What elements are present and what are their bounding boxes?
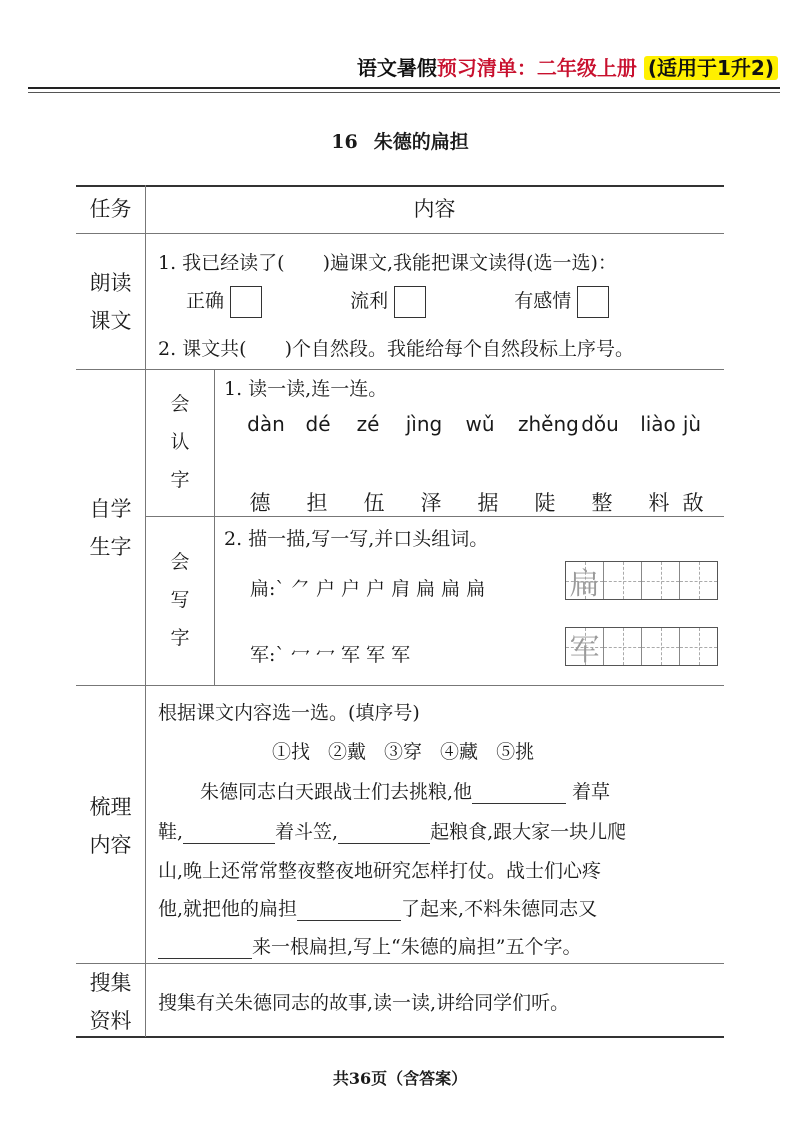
char1-stroke-order: 扁:` ⺈ ⼾ 户 户 肩 扁 扁 扁: [250, 578, 486, 600]
table-row-divider: [76, 963, 724, 964]
passage-line-4: 他,就把他的扁担 了起来,不料朱德同志又: [158, 898, 598, 920]
sort-content-label: 梳理 内容: [89, 795, 132, 857]
pinyin-item[interactable]: dàn: [247, 412, 285, 436]
passage-line-2: 鞋, 着斗笠, 起粮食,跟大家一块儿爬: [158, 821, 627, 843]
read-question-2: 2. 课文共( )个自然段。我能给每个自然段标上序号。: [158, 338, 634, 360]
pinyin-item[interactable]: jìng: [405, 412, 443, 436]
header-title-part2: 预习清单：二年级上册: [436, 56, 637, 80]
hanzi-item[interactable]: 料: [648, 491, 670, 515]
self-study-label: 自学 生字: [89, 497, 132, 559]
hanzi-item[interactable]: 敌: [682, 491, 704, 515]
read-options: [186, 286, 609, 318]
subsection-divider: [214, 369, 215, 685]
checkbox-correct[interactable]: [230, 286, 262, 318]
lesson-title: [0, 127, 800, 154]
passage-line-3: 山,晚上还常常整夜整夜地研究怎样打仗。战士们心疼: [158, 860, 602, 882]
option-item: ①找: [272, 741, 311, 763]
fill-blank[interactable]: [472, 781, 566, 804]
checkbox-fluent[interactable]: [394, 286, 426, 318]
option-item: ③穿: [384, 741, 423, 763]
sort-instruction: 根据课文内容选一选。(填序号): [158, 702, 420, 724]
sort-options: [272, 737, 534, 764]
read-question-1: 1. 我已经读了( )遍课文,我能把课文读得(选一选)：: [158, 252, 617, 274]
recognize-characters-label: 会 认 字: [170, 393, 190, 491]
page-footer: 共36页（含答案）: [332, 1069, 468, 1088]
option-expressive: 有感情: [514, 290, 572, 312]
table-column-divider: [145, 185, 146, 1037]
pinyin-item[interactable]: dé: [305, 412, 331, 436]
fill-blank[interactable]: [183, 821, 275, 844]
writing-grid-1[interactable]: [565, 561, 718, 600]
recognize-task: 1. 读一读,连一连。: [224, 378, 388, 400]
writing-grid-2[interactable]: [565, 627, 718, 666]
column-header-task: 任务: [89, 197, 132, 221]
pinyin-item[interactable]: liào: [640, 412, 676, 436]
lesson-number: 16: [331, 131, 358, 153]
hanzi-item[interactable]: 整: [591, 491, 613, 515]
table-bottom-border: [76, 1036, 724, 1038]
model-character: 军: [569, 632, 600, 668]
collect-info-label: 搜集 资料: [89, 971, 132, 1033]
pinyin-item[interactable]: zhěng: [518, 412, 579, 436]
model-character: 扁: [569, 566, 600, 602]
table-row-divider: [76, 233, 724, 234]
hanzi-item[interactable]: 陡: [534, 491, 556, 515]
option-fluent: 流利: [350, 290, 389, 312]
fill-blank[interactable]: [297, 898, 401, 921]
pinyin-item[interactable]: dǒu: [581, 412, 619, 436]
write-task: 2. 描一描,写一写,并口头组词。: [224, 528, 489, 550]
checkbox-expressive[interactable]: [577, 286, 609, 318]
page-header: [357, 52, 778, 81]
write-characters-label: 会 写 字: [170, 551, 190, 649]
table-row-divider: [76, 685, 724, 686]
option-correct: 正确: [186, 290, 225, 312]
pinyin-item[interactable]: zé: [356, 412, 380, 436]
collect-task: 搜集有关朱德同志的故事,读一读,讲给同学们听。: [158, 992, 570, 1014]
header-title-part1: 语文暑假: [356, 56, 437, 80]
char2-stroke-order: 军:` ⼍ ⼍ 军 军 军: [250, 644, 411, 666]
table-top-border: [76, 185, 724, 187]
header-rule-thick: [28, 87, 780, 89]
hanzi-item[interactable]: 据: [477, 491, 499, 515]
fill-blank[interactable]: [158, 936, 252, 959]
pinyin-item[interactable]: wǔ: [465, 412, 495, 436]
option-item: ⑤挑: [496, 741, 535, 763]
option-item: ④藏: [440, 741, 479, 763]
read-label: 朗读 课文: [89, 271, 132, 333]
hanzi-item[interactable]: 德: [249, 491, 271, 515]
passage-line-1: 朱德同志白天跟战士们去挑粮,他 着草: [200, 781, 611, 803]
fill-blank[interactable]: [338, 821, 430, 844]
hanzi-item[interactable]: 伍: [363, 491, 385, 515]
header-grade-badge: (适用于1升2): [644, 56, 778, 80]
table-row-divider: [76, 369, 724, 370]
column-header-content: 内容: [413, 197, 456, 221]
option-item: ②戴: [328, 741, 367, 763]
hanzi-item[interactable]: 担: [306, 491, 328, 515]
header-rule-thin: [28, 92, 780, 93]
pinyin-item[interactable]: jù: [682, 412, 702, 436]
lesson-name: 朱德的扁担: [373, 131, 469, 153]
passage-line-5: 来一根扁担,写上“朱德的扁担”五个字。: [158, 932, 581, 959]
hanzi-item[interactable]: 泽: [420, 491, 442, 515]
